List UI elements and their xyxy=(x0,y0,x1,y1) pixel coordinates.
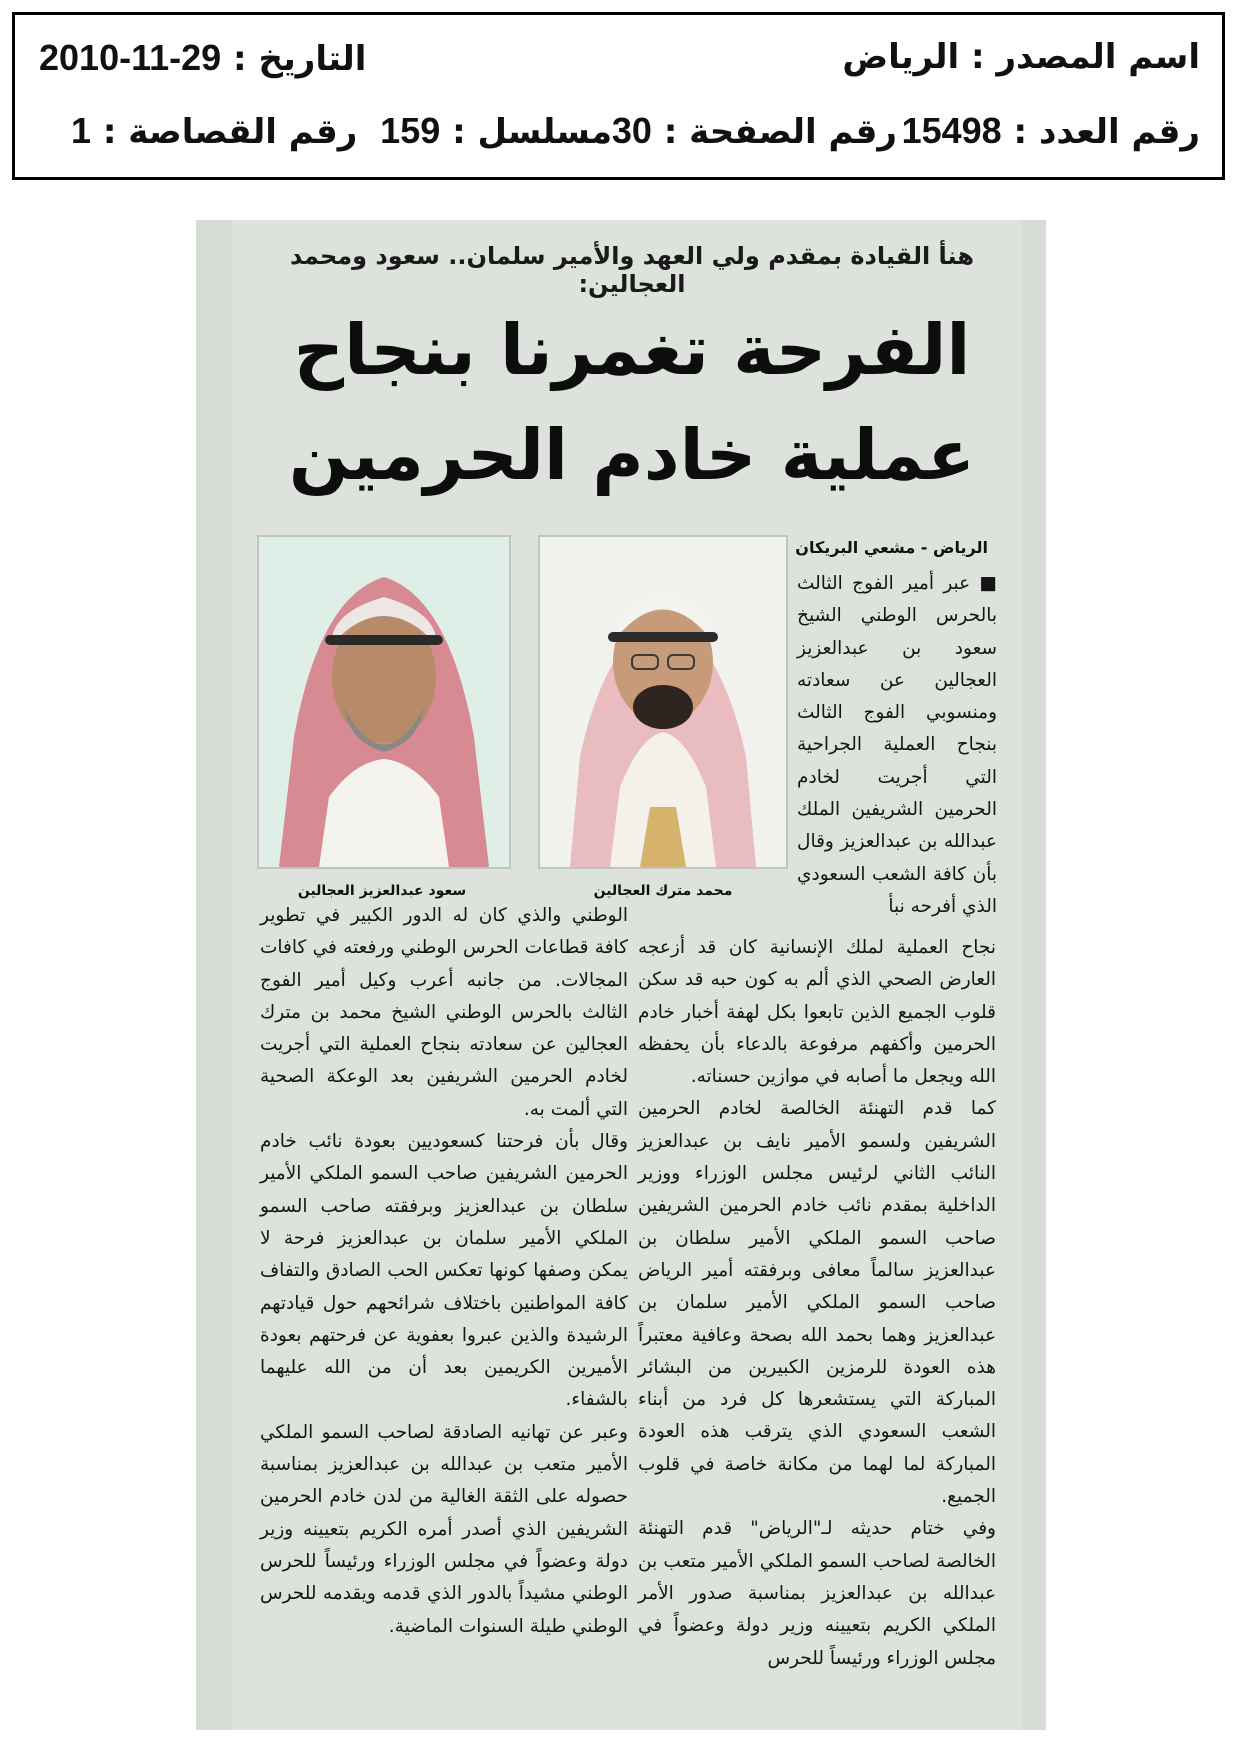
serial-label: مسلسل : xyxy=(452,112,612,152)
article-body xyxy=(232,220,1022,1730)
page-label: رقم الصفحة : xyxy=(663,112,897,152)
paragraph: وفي ختام حديثه لـ"الرياض" قدم التهنئة الخالصة لصاحب السمو الملكي الأمير متعب بن عبدالله بن عبدالعزيز بمناسبة صدور الأمر الملكي الكريم بتعيينه وزير دولة وعضواً في مجلس الوزراء ورئيساً للحرس xyxy=(638,1518,996,1669)
caption-right: محمد مترك العجالين xyxy=(593,883,733,899)
clipping-header xyxy=(12,12,1225,180)
source-label: اسم المصدر : xyxy=(971,37,1200,77)
date-value: 29-11-2010 xyxy=(39,37,222,78)
column-intro xyxy=(797,568,997,923)
issue-field xyxy=(902,110,1200,152)
issue-label: رقم العدد : xyxy=(1013,112,1200,152)
portrait-right-image xyxy=(540,537,786,867)
article-kicker: هنأ القيادة بمقدم ولي العهد والأمير سلمان.. سعود ومحمد العجالين: xyxy=(290,242,974,298)
source-value: الرياض xyxy=(842,37,960,77)
column-left xyxy=(260,900,628,1643)
date-field xyxy=(39,37,366,79)
paragraph: الوطني والذي كان له الدور الكبير في تطوير كافة قطاعات الحرس الوطني ورفعته في كافات المجالات. من جانبه أعرب وكيل أمير الفوج الثالث بالحرس الوطني الشيخ محمد بن مترك العجالين عن سعادته بنجاح العملية التي أجريت لخادم الحرمين الشريفين بعد الوعكة الصحية التي ألمت به. xyxy=(260,905,628,1120)
paragraph: نجاح العملية لملك الإنسانية كان قد أزعجه العارض الصحي الذي ألم به كون حبه قد سكن قلوب الجميع الذين تابعوا بكل لهفة أخبار خادم الحرمين وأكفهم مرفوعة بالدعاء بأن يحفظه الله ويجعل ما أصابه في موازين حسناته. xyxy=(638,937,996,1088)
source-field xyxy=(842,37,1200,77)
serial-value: 159 xyxy=(380,110,441,151)
paragraph: كما قدم التهنئة الخالصة لخادم الحرمين الشريفين ولسمو الأمير نايف بن عبدالعزيز النائب الثاني لرئيس مجلس الوزراء ووزير الداخلية بمقدم نائب خادم الحرمين الشريفين صاحب السمو الملكي الأمير سلطان بن عبدالعزيز سالماً معافى وبرفقته أمير الرياض صاحب السمو الملكي الأمير سلمان بن عبدالعزيز وهما بحمد الله بصحة وعافية معتبراً هذه العودة للرمزين الكبيرين من البشائر المباركة التي يستشعرها كل فرد من أبناء الشعب السعودي الذي يترقب هذه العودة المباركة لما لهما من مكانة خاصة في قلوب الجميع. xyxy=(638,1098,996,1508)
column-right xyxy=(638,932,996,1675)
issue-value: 15498 xyxy=(901,110,1002,151)
date-label: التاريخ : xyxy=(233,39,367,79)
paragraph: وعبر عن تهانيه الصادقة لصاحب السمو الملكي الأمير متعب بن عبدالله بن عبدالعزيز بمناسبة حصوله على الثقة الغالية من لدن خادم الحرمين الشريفين الذي أصدر أمره الكريم بتعيينه وزير دولة وعضواً في مجلس الوزراء ورئيساً للحرس الوطني مشيداً بالدور الذي قدمه ويقدمه للحرس الوطني طيلة السنوات الماضية. xyxy=(260,1421,628,1637)
article-byline: الرياض - مشعي البريكان xyxy=(795,538,988,557)
headline-line-2: عملية خادم الحرمين xyxy=(288,414,976,496)
page-field xyxy=(612,110,897,152)
newspaper-clipping xyxy=(196,220,1046,1730)
serial-field xyxy=(380,110,612,152)
paragraph: وقال بأن فرحتنا كسعوديين بعودة نائب خادم الحرمين الشريفين صاحب السمو الملكي الأمير سلطان بن عبدالعزيز وبرفقته صاحب السمو الملكي الأمير سلمان بن عبدالعزيز فرحة لا يمكن وصفها كونها تعكس الحب الصادق والتفاف كافة المواطنين باختلاف شرائحهم حول قيادتهم الرشيدة والذين عبروا بعفوية عن فرحتهم بعودة الأميرين الكريمين بعد أن من الله عليهما بالشفاء. xyxy=(260,1131,628,1411)
clip-number-value: 1 xyxy=(71,110,92,151)
portrait-photo-left xyxy=(257,535,511,869)
portrait-left-image xyxy=(259,537,509,867)
intro-paragraph: ■ عبر أمير الفوج الثالث بالحرس الوطني الشيخ سعود بن عبدالعزيز العجالين عن سعادته ومنسوبي الفوج الثالث بنجاح العملية الجراحية التي أجريت لخادم الحرمين الشريفين الملك عبدالله بن عبدالعزيز وقال بأن كافة الشعب السعودي الذي أفرحه نبأ xyxy=(797,573,997,917)
clip-number-field xyxy=(71,110,357,152)
caption-left: سعود عبدالعزيز العجالين xyxy=(297,883,467,899)
headline-line-1: الفرحة تغمرنا بنجاح xyxy=(293,309,971,391)
page-value: 30 xyxy=(611,110,652,151)
portrait-photo-right xyxy=(538,535,788,869)
clip-number-label: رقم القصاصة : xyxy=(102,112,358,152)
